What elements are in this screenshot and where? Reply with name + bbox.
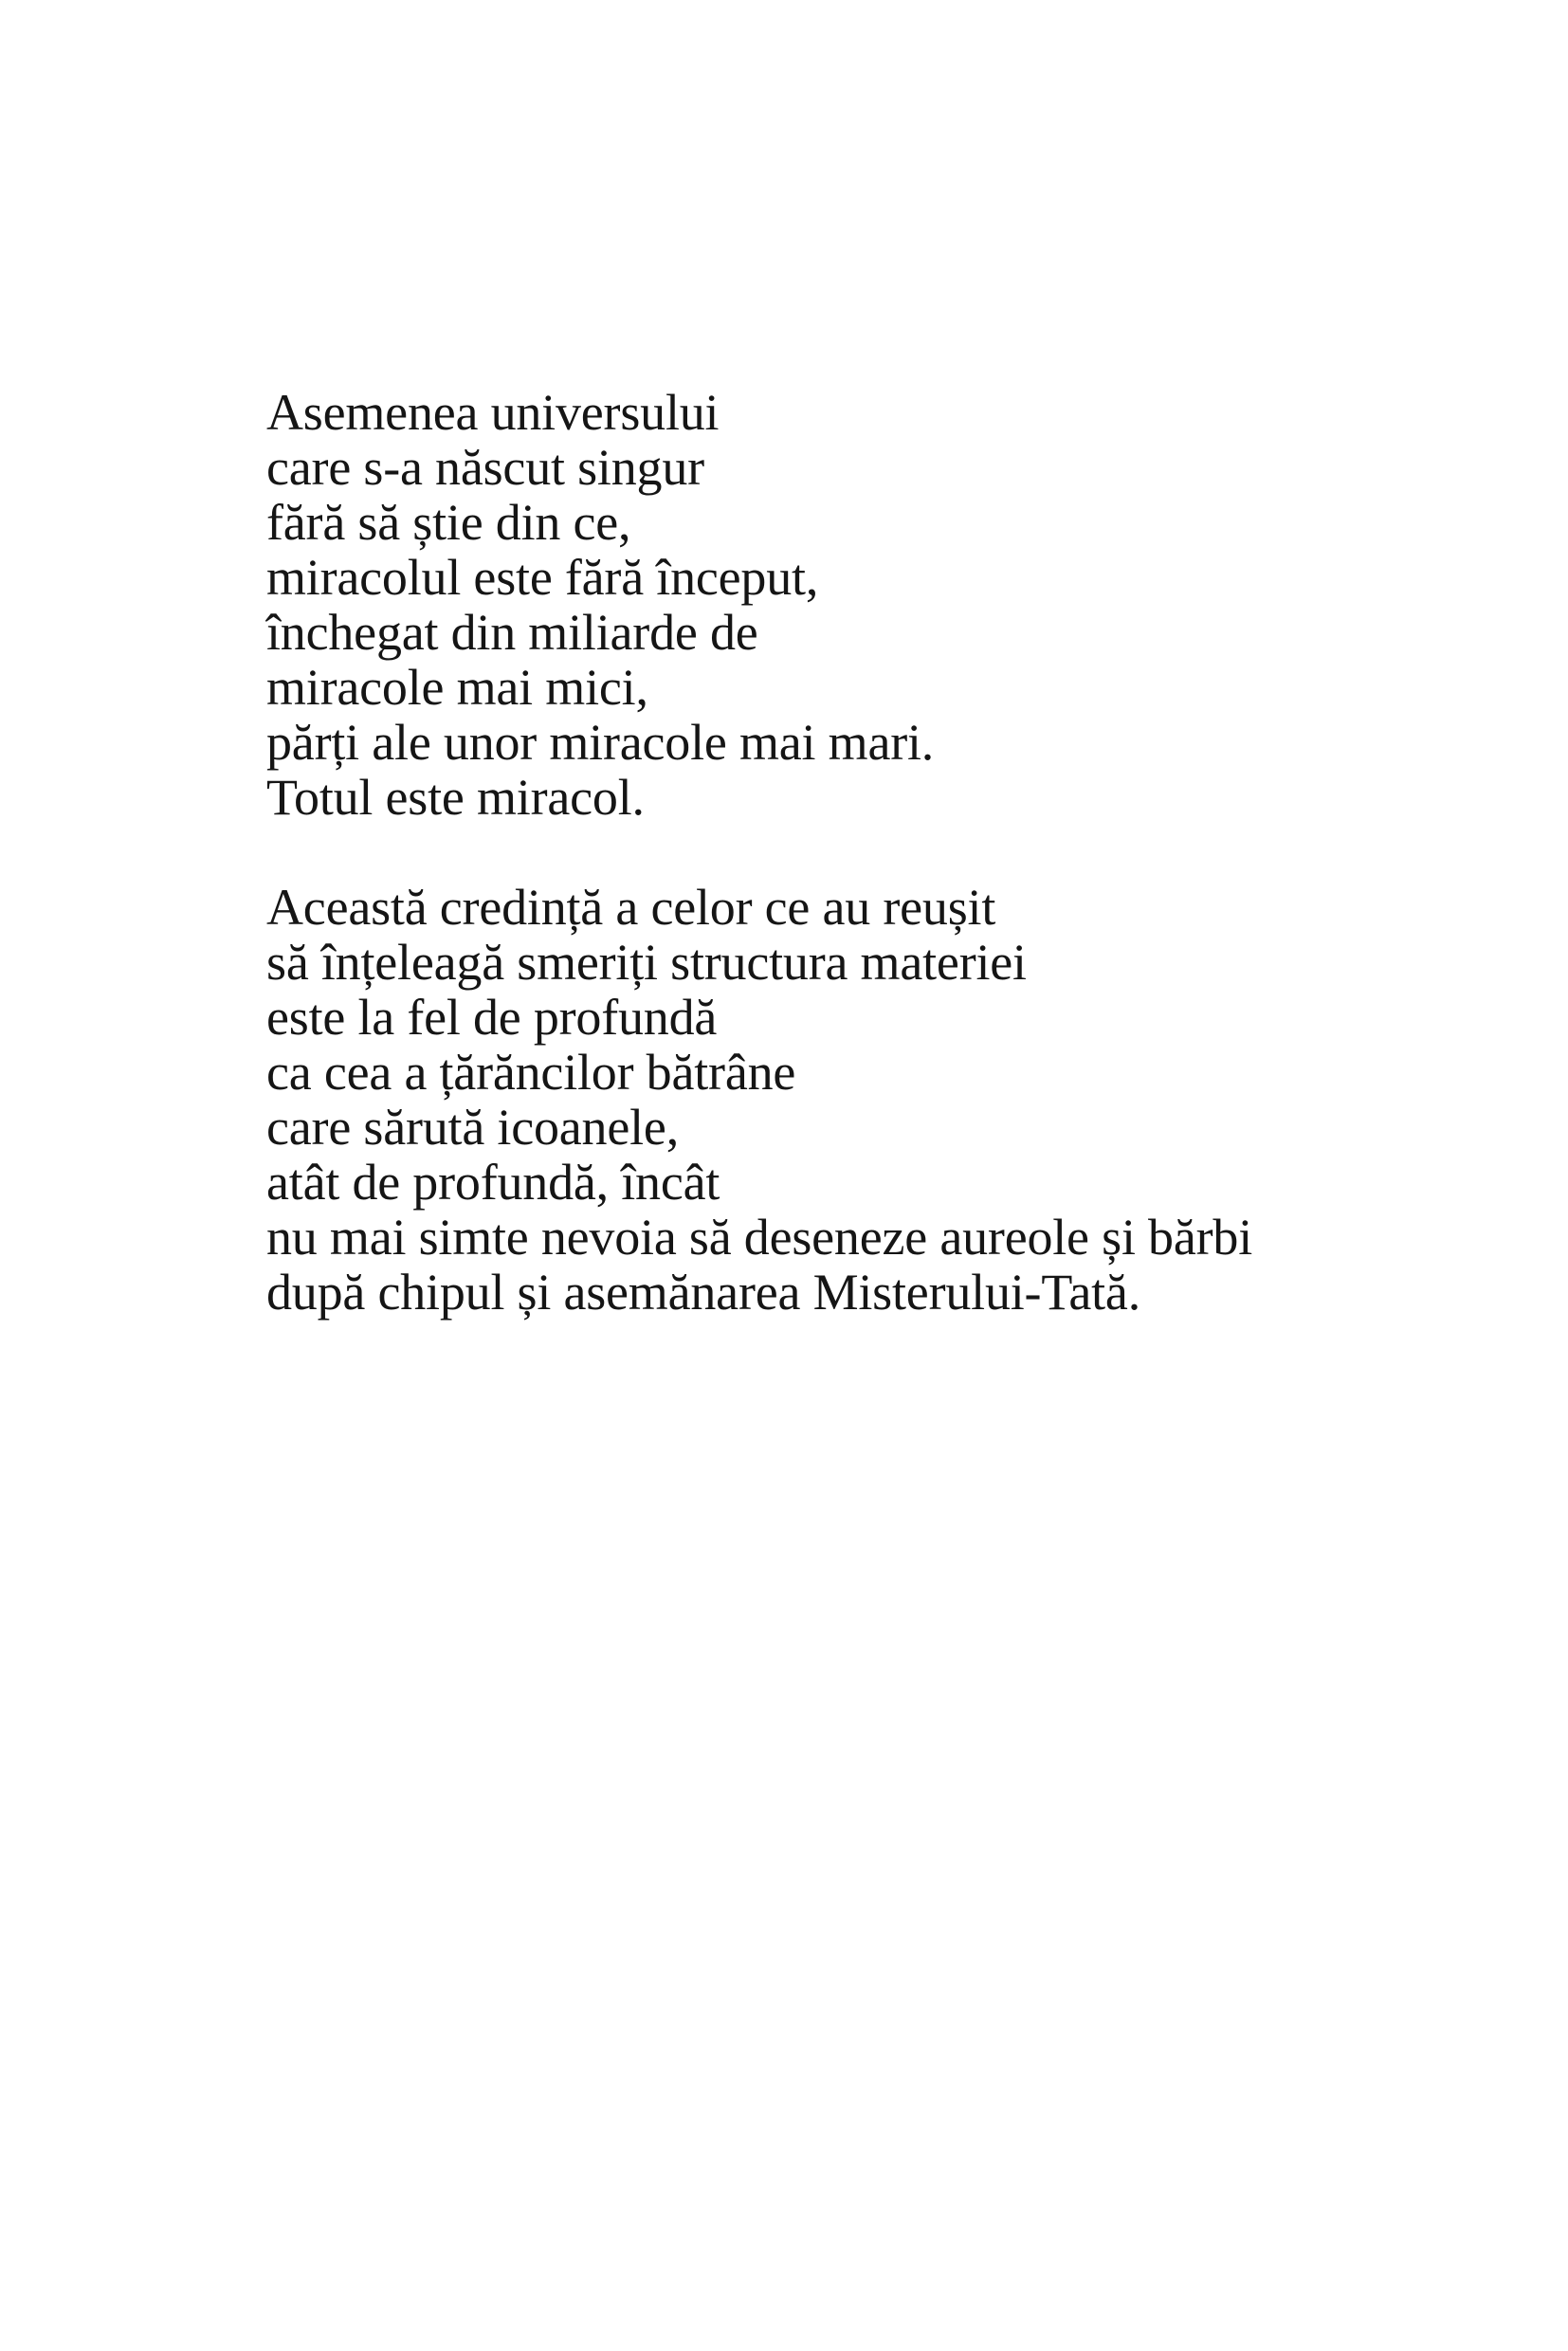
poem-line: nu mai simte nevoia să deseneze aureole și bărbi [266, 1209, 1252, 1266]
poem-line: ca cea a țărăncilor bătrâne [266, 1044, 796, 1101]
poem-line: părți ale unor miracole mai mari. [266, 714, 935, 771]
poem-line: închegat din miliarde de [266, 604, 758, 661]
poem-line: miracole mai mici, [266, 659, 648, 716]
poem-line: atât de profundă, încât [266, 1154, 720, 1211]
poem-line: să înțeleagă smeriți structura materiei [266, 934, 1027, 991]
poem [266, 385, 1252, 1320]
poem-line: miracolul este fără început, [266, 549, 819, 606]
poem-line: Asemenea universului [266, 384, 720, 441]
poem-stanza-1 [266, 385, 1252, 825]
poem-line: Această credință a celor ce au reușit [266, 879, 996, 936]
poem-line: după chipul și asemănarea Misterului-Tată. [266, 1264, 1140, 1321]
poem-line: care sărută icoanele, [266, 1099, 679, 1156]
poem-line: Totul este miracol. [266, 769, 645, 826]
poem-line: este la fel de profundă [266, 989, 718, 1046]
poem-line: care s-a născut singur [266, 439, 704, 496]
poem-line: fără să știe din ce, [266, 494, 631, 551]
poem-stanza-2 [266, 880, 1252, 1320]
